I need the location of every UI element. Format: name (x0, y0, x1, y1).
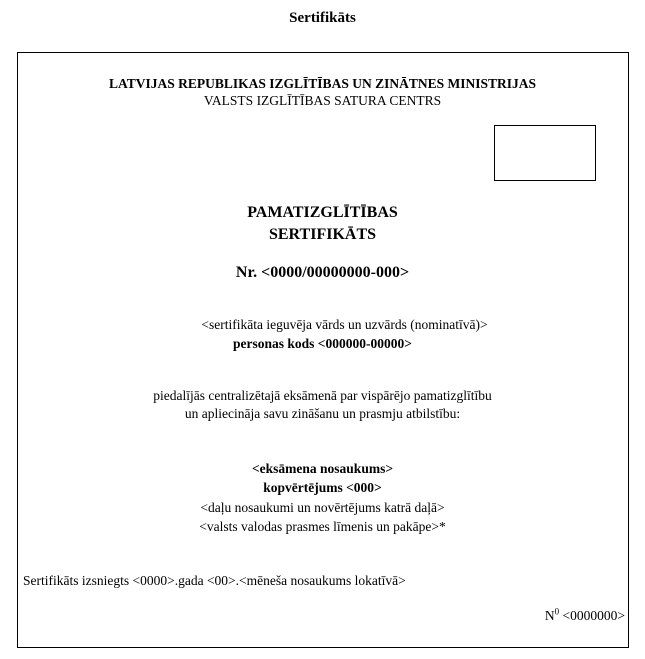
personal-code: personas kods <000000-00000> (233, 336, 412, 351)
certificate-title-line2: SERTIFIKĀTS (268, 226, 377, 243)
statement-line1: piedalījās centralizētajā eksāmenā par vispārējo pamatizglītību (153, 388, 492, 403)
exam-parts: <daļu nosaukumi un novērtējums katrā daļā> (200, 500, 445, 515)
serial-number (545, 608, 625, 624)
issue-date: Sertifikāts izsniegts <0000>.gada <00>.<mēneša nosaukums lokatīvā> (23, 573, 406, 588)
page-title: Sertifikāts (289, 10, 356, 26)
certificate-title-line1: PAMATIZGLĪTĪBAS (247, 204, 398, 221)
centre-name: VALSTS IZGLĪTĪBAS SATURA CENTRS (203, 93, 442, 108)
total-grade: kopvērtējums <000> (263, 480, 382, 495)
serial-value: <0000000> (559, 608, 625, 623)
photo-placeholder-box (494, 125, 596, 181)
exam-name: <eksāmena nosaukums> (251, 461, 394, 476)
serial-superscript: 0 (554, 606, 560, 617)
ministry-name: LATVIJAS REPUBLIKAS IZGLĪTĪBAS UN ZINĀTNES MINISTRIJAS (109, 76, 536, 91)
language-level: <valsts valodas prasmes līmenis un pakāpe>* (199, 519, 446, 534)
statement-line2: un apliecināja savu zināšanu un prasmju atbilstību: (184, 406, 461, 421)
holder-name: <sertifikāta ieguvēja vārds un uzvārds (nominatīvā)> (201, 317, 488, 332)
serial-prefix: N (544, 608, 555, 623)
certificate-number: Nr. <0000/00000000-000> (235, 264, 410, 281)
